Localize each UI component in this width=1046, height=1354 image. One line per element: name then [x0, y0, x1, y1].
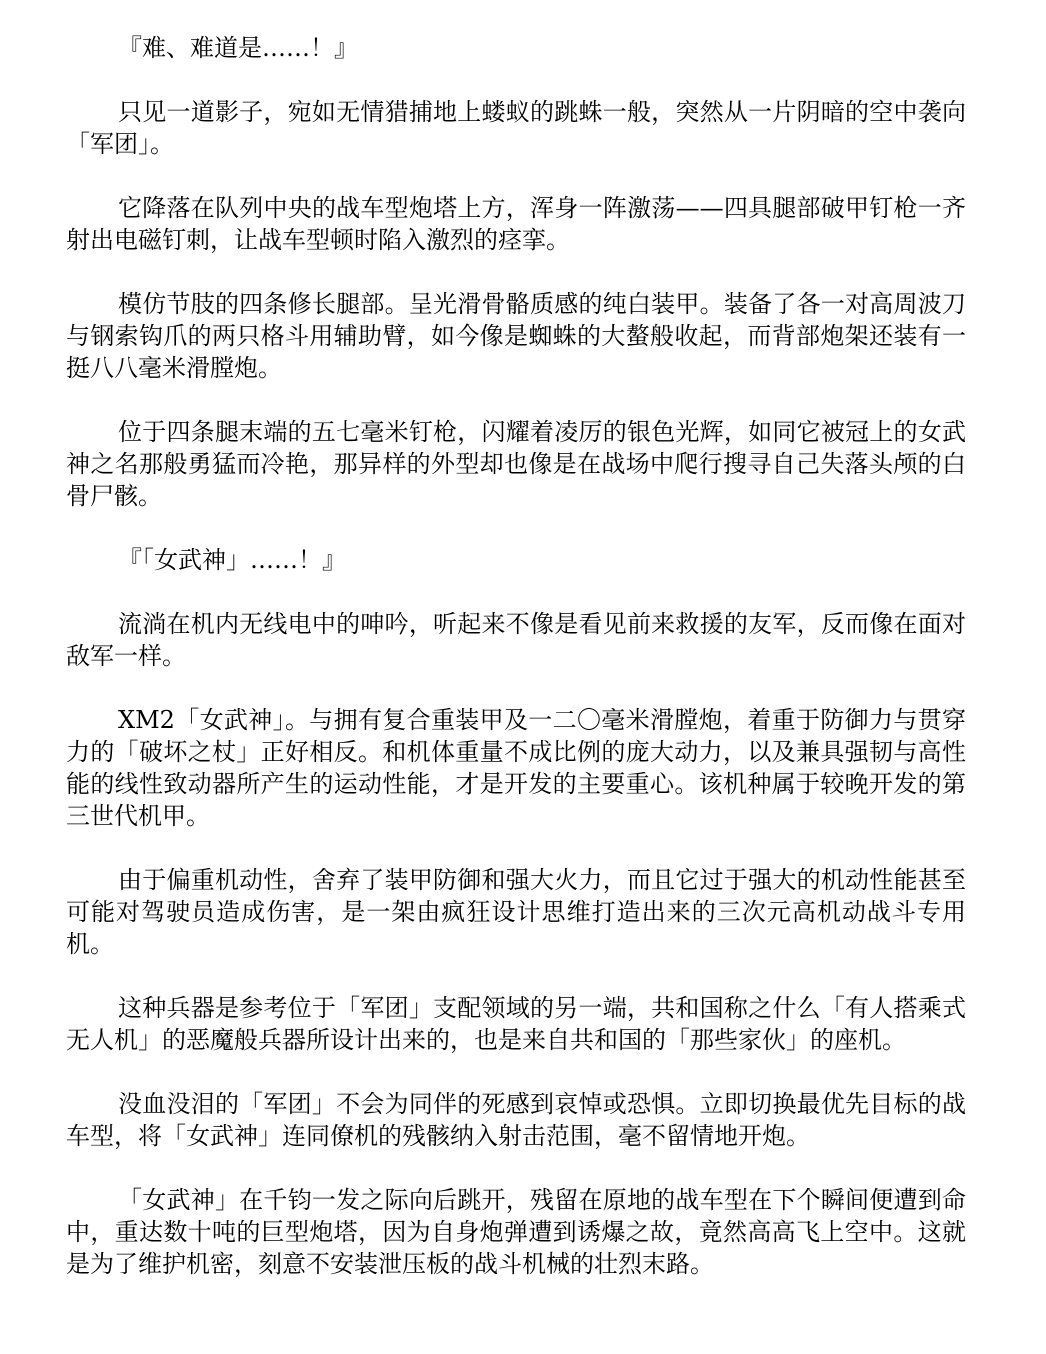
paragraph-landing: 它降落在队列中央的战车型炮塔上方，浑身一阵激荡——四具腿部破甲钉枪一齐射出电磁钉刺，让战车型顿时陷入激烈的痉挛。: [66, 194, 966, 254]
paragraph-origin: 这种兵器是参考位于「军团」支配领域的另一端，共和国称之什么「有人搭乘式无人机」的恶魔般兵器所设计出来的，也是来自共和国的「那些家伙」的座机。: [66, 994, 966, 1054]
paragraph-dialogue-2: 『「女武神」……！』: [118, 546, 346, 574]
paragraph-xm2-spec: XM2「女武神」。与拥有复合重装甲及一二〇毫米滑膛炮，着重于防御力与贯穿力的「破坏之杖」正好相反。和机体重量不成比例的庞大动力，以及兼具强韧与高性能的线性致动器所产生的运动性能，才是开发的主要重心。该机种属于较晚开发的第三世代机甲。: [66, 706, 966, 830]
document-page: [66, 32, 966, 1312]
paragraph-legion-fire: 没血没泪的「军团」不会为同伴的死感到哀悼或恐惧。立即切换最优先目标的战车型，将「女武神」连同僚机的残骸纳入射击范围，毫不留情地开炮。: [66, 1090, 966, 1150]
paragraph-radio-groan: 流淌在机内无线电中的呻吟，听起来不像是看见前来救援的友军，反而像在面对敌军一样。: [66, 610, 966, 670]
paragraph-description: 模仿节肢的四条修长腿部。呈光滑骨骼质感的纯白装甲。装备了各一对高周波刀与钢索钩爪的两只格斗用辅助臂，如今像是蜘蛛的大螯般收起，而背部炮架还装有一挺八八毫米滑膛炮。: [66, 290, 966, 382]
paragraph-pile-guns: 位于四条腿末端的五七毫米钉枪，闪耀着凌厉的银色光辉，如同它被冠上的女武神之名那般勇猛而冷艳，那异样的外型却也像是在战场中爬行搜寻自己失落头颅的白骨尸骸。: [66, 418, 966, 510]
paragraph-mobility: 由于偏重机动性，舍弃了装甲防御和强大火力，而且它过于强大的机动性能甚至可能对驾驶员造成伤害，是一架由疯狂设计思维打造出来的三次元高机动战斗专用机。: [66, 866, 966, 958]
paragraph-dialogue-1: 『难、难道是……！』: [118, 34, 358, 62]
paragraph-shadow-attack: 只见一道影子，宛如无情猎捕地上蝼蚁的跳蛛一般，突然从一片阴暗的空中袭向「军团」。: [66, 98, 966, 158]
paragraph-explosion: 「女武神」在千钧一发之际向后跳开，残留在原地的战车型在下个瞬间便遭到命中，重达数十吨的巨型炮塔，因为自身炮弹遭到诱爆之故，竟然高高飞上空中。这就是为了维护机密，刻意不安装泄压板的战斗机械的壮烈末路。: [66, 1186, 966, 1278]
